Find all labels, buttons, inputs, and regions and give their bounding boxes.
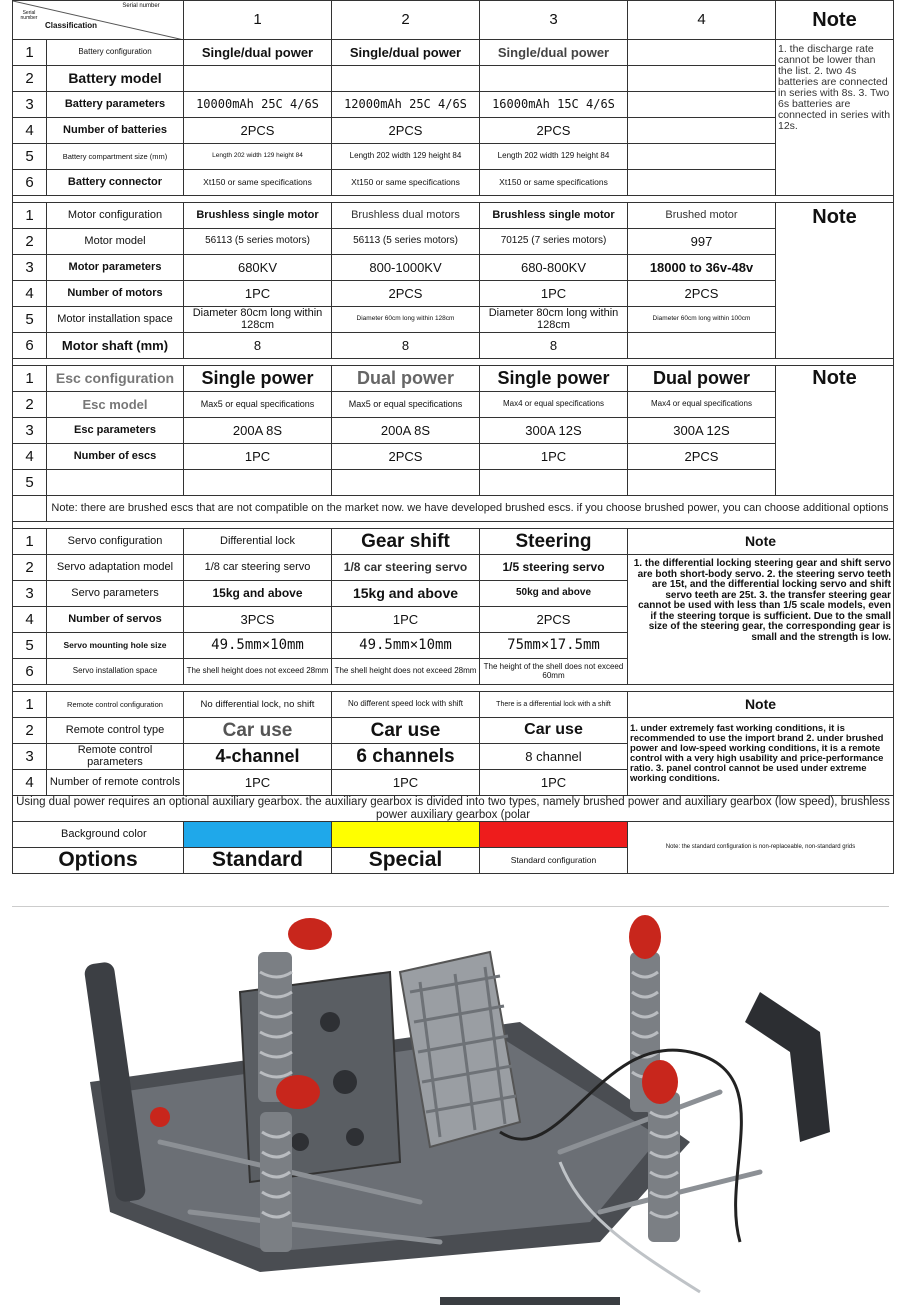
battery-row <box>13 118 894 144</box>
section-gap <box>13 522 894 529</box>
row-number: 3 <box>13 92 47 118</box>
cell: 997 <box>628 229 776 255</box>
remote-footnote-row <box>13 796 894 822</box>
cell: 49.5mm×10mm <box>332 633 480 659</box>
cell: Diameter 60cm long within 128cm <box>332 307 480 333</box>
cell: 2PCS <box>628 444 776 470</box>
row-number: 6 <box>13 659 47 685</box>
row-number: 1 <box>13 366 47 392</box>
row-number: 5 <box>13 633 47 659</box>
cell: 2PCS <box>628 281 776 307</box>
header-diagonal-cell <box>13 1 184 40</box>
row-number: 5 <box>13 307 47 333</box>
row-label: Motor model <box>47 229 184 255</box>
cell <box>628 92 776 118</box>
cell: 1/5 steering servo <box>480 555 628 581</box>
battery-row <box>13 66 894 92</box>
row-number: 3 <box>13 255 47 281</box>
cell: 3PCS <box>184 607 332 633</box>
cell: Diameter 60cm long within 100cm <box>628 307 776 333</box>
row-label: Battery configuration <box>47 40 184 66</box>
cell: Car use <box>332 718 480 744</box>
cell: 1PC <box>480 444 628 470</box>
cell: Xt150 or same specifications <box>184 170 332 196</box>
battery-row <box>13 92 894 118</box>
cell <box>628 118 776 144</box>
remote-footnote: Using dual power requires an optional auxiliary gearbox. the auxiliary gearbox is divided into two types, namely brushed power and auxiliary gearbox (low speed), brushless power auxiliary gearbox (polar <box>13 796 894 822</box>
motor-row <box>13 333 894 359</box>
cell: 10000mAh 25C 4/6S <box>184 92 332 118</box>
row-label: Battery connector <box>47 170 184 196</box>
cell: 12000mAh 25C 4/6S <box>332 92 480 118</box>
esc-note: Note <box>776 366 894 496</box>
serial-label: Serial number <box>122 3 160 9</box>
esc-row <box>13 392 894 418</box>
cell: Xt150 or same specifications <box>332 170 480 196</box>
row-label: Motor shaft (mm) <box>47 333 184 359</box>
row-number: 2 <box>13 718 47 744</box>
row-label: Remote control configuration <box>47 692 184 718</box>
battery-row <box>13 170 894 196</box>
row-number: 4 <box>13 770 47 796</box>
cell <box>628 170 776 196</box>
battery-row <box>13 40 894 66</box>
option-standard-configuration: Standard configuration <box>480 848 628 874</box>
cell: No differential lock, no shift <box>184 692 332 718</box>
option-standard: Standard <box>184 848 332 874</box>
row-label: Servo adaptation model <box>47 555 184 581</box>
options-label: Options <box>13 848 184 874</box>
options-note: Note: the standard configuration is non-replaceable, non-standard grids <box>628 822 894 874</box>
cell: No different speed lock with shift <box>332 692 480 718</box>
cell: Single/dual power <box>480 40 628 66</box>
cell: Length 202 width 129 height 84 <box>480 144 628 170</box>
motor-row <box>13 281 894 307</box>
servo-row <box>13 529 894 555</box>
row-label: Remote control parameters <box>47 744 184 770</box>
esc-row <box>13 470 894 496</box>
cell: 2PCS <box>332 444 480 470</box>
cell <box>628 66 776 92</box>
cell: Length 202 width 129 height 84 <box>184 144 332 170</box>
column-1-header: 1 <box>184 1 332 40</box>
row-number: 3 <box>13 418 47 444</box>
cell: 1PC <box>184 770 332 796</box>
section-gap <box>13 685 894 692</box>
header-row <box>13 1 894 40</box>
cell <box>480 470 628 496</box>
cell: Single power <box>184 366 332 392</box>
cell <box>628 333 776 359</box>
cell: Brushless single motor <box>184 203 332 229</box>
cell: 800-1000KV <box>332 255 480 281</box>
cell: Dual power <box>628 366 776 392</box>
row-number: 2 <box>13 66 47 92</box>
swatch-yellow <box>332 822 480 848</box>
cell: Car use <box>480 718 628 744</box>
column-2-header: 2 <box>332 1 480 40</box>
cell: 8 <box>184 333 332 359</box>
cell: Brushless single motor <box>480 203 628 229</box>
esc-footnote-row <box>13 496 894 522</box>
cell: Max4 or equal specifications <box>480 392 628 418</box>
row-label: Esc configuration <box>47 366 184 392</box>
cell: 1PC <box>332 770 480 796</box>
cell: 1/8 car steering servo <box>332 555 480 581</box>
row-label: Battery parameters <box>47 92 184 118</box>
row-label: Servo parameters <box>47 581 184 607</box>
cell <box>184 470 332 496</box>
row-number: 6 <box>13 333 47 359</box>
cell: Gear shift <box>332 529 480 555</box>
cell: 75mm×17.5mm <box>480 633 628 659</box>
cell: Single/dual power <box>184 40 332 66</box>
remote-note-title: Note <box>628 692 894 718</box>
row-number: 1 <box>13 40 47 66</box>
cell: 8 channel <box>480 744 628 770</box>
cell: 15kg and above <box>332 581 480 607</box>
servo-row <box>13 555 894 581</box>
cell: Car use <box>184 718 332 744</box>
motor-row <box>13 255 894 281</box>
row-label: Servo mounting hole size <box>47 633 184 659</box>
note-header: Note <box>776 1 894 40</box>
cell: 2PCS <box>332 281 480 307</box>
row-label: Motor parameters <box>47 255 184 281</box>
row-number: 5 <box>13 470 47 496</box>
cell <box>184 66 332 92</box>
cell: 18000 to 36v-48v <box>628 255 776 281</box>
row-label: Number of remote controls <box>47 770 184 796</box>
battery-note: 1. the discharge rate cannot be lower than the list. 2. two 4s batteries are connected in series with 8s. 3. Two 6s batteries are connected in series with 12s. <box>776 40 894 196</box>
row-label: Number of escs <box>47 444 184 470</box>
cell: Max5 or equal specifications <box>184 392 332 418</box>
cell: The height of the shell does not exceed 60mm <box>480 659 628 685</box>
cell <box>628 470 776 496</box>
cell: 6 channels <box>332 744 480 770</box>
swatch-red <box>480 822 628 848</box>
motor-row <box>13 229 894 255</box>
servo-note: 1. the differential locking steering gear and shift servo are both short-body servo. 2. the steering servo teeth are 15t, and the differential locking servo and shift servo teeth are 25t. 3. the transfer steering gear cannot be used with less than 1/5 scale models, even if the steering torque is sufficient. Due to the small size of the steering gear, the corresponding gear is small and the strength is low. <box>628 555 894 685</box>
cell: 56113 (5 series motors) <box>332 229 480 255</box>
divider <box>12 906 889 907</box>
cell: Diameter 80cm long within 128cm <box>480 307 628 333</box>
cell: 1PC <box>332 607 480 633</box>
cell <box>332 470 480 496</box>
cell: 2PCS <box>184 118 332 144</box>
cell: 2PCS <box>480 118 628 144</box>
cell <box>480 66 628 92</box>
option-special: Special <box>332 848 480 874</box>
row-label: Battery compartment size (mm) <box>47 144 184 170</box>
row-number: 5 <box>13 144 47 170</box>
cell: 2PCS <box>480 607 628 633</box>
row-label: Number of batteries <box>47 118 184 144</box>
classification-label: Classification <box>45 21 98 30</box>
row-label: Motor installation space <box>47 307 184 333</box>
remote-note: 1. under extremely fast working conditions, it is recommended to use the import brand 2. under brushed power and low-speed working conditions, it is a remote control with a very high usability and price-performance ratio. 3. panel control cannot be used under extreme working conditions. <box>628 718 894 796</box>
esc-row <box>13 366 894 392</box>
spec-table <box>12 0 894 874</box>
serial-label-small: Serial number <box>20 10 38 22</box>
row-number: 3 <box>13 744 47 770</box>
cell: 50kg and above <box>480 581 628 607</box>
cell: The shell height does not exceed 28mm <box>332 659 480 685</box>
cell: 4-channel <box>184 744 332 770</box>
cell: Single power <box>480 366 628 392</box>
cell: 70125 (7 series motors) <box>480 229 628 255</box>
battery-row <box>13 144 894 170</box>
row-label: Motor configuration <box>47 203 184 229</box>
motor-row <box>13 307 894 333</box>
cell: 300A 12S <box>628 418 776 444</box>
row-label: Number of servos <box>47 607 184 633</box>
cell: There is a differential lock with a shift <box>480 692 628 718</box>
column-4-header: 4 <box>628 1 776 40</box>
row-label: Servo installation space <box>47 659 184 685</box>
background-color-row <box>13 822 894 848</box>
cell: 200A 8S <box>332 418 480 444</box>
cell: 8 <box>332 333 480 359</box>
cell: Max5 or equal specifications <box>332 392 480 418</box>
row-number: 2 <box>13 229 47 255</box>
cell: 15kg and above <box>184 581 332 607</box>
cell: 1PC <box>184 281 332 307</box>
row-number: 1 <box>13 529 47 555</box>
cell: 300A 12S <box>480 418 628 444</box>
cell: 1PC <box>480 770 628 796</box>
cell: 200A 8S <box>184 418 332 444</box>
row-label <box>47 470 184 496</box>
cell: 56113 (5 series motors) <box>184 229 332 255</box>
row-number: 2 <box>13 392 47 418</box>
cell <box>628 40 776 66</box>
esc-footnote: Note: there are brushed escs that are not compatible on the market now. we have developed brushed escs. if you choose brushed power, you can choose additional options <box>47 496 894 522</box>
spec-sheet <box>12 0 889 874</box>
row-number: 4 <box>13 118 47 144</box>
cell: Max4 or equal specifications <box>628 392 776 418</box>
remote-row <box>13 718 894 744</box>
cell: Brushless dual motors <box>332 203 480 229</box>
row-label: Remote control type <box>47 718 184 744</box>
cell: Brushed motor <box>628 203 776 229</box>
cell: Steering <box>480 529 628 555</box>
row-number: 4 <box>13 281 47 307</box>
cell: The shell height does not exceed 28mm <box>184 659 332 685</box>
cell: 1/8 car steering servo <box>184 555 332 581</box>
row-label: Battery model <box>47 66 184 92</box>
cell <box>332 66 480 92</box>
motor-row <box>13 203 894 229</box>
esc-row <box>13 418 894 444</box>
remote-row <box>13 692 894 718</box>
cell: 16000mAh 15C 4/6S <box>480 92 628 118</box>
cell: 49.5mm×10mm <box>184 633 332 659</box>
background-color-label: Background color <box>13 822 184 848</box>
cell: 1PC <box>480 281 628 307</box>
cell: 8 <box>480 333 628 359</box>
section-gap <box>13 196 894 203</box>
swatch-blue <box>184 822 332 848</box>
cell: Length 202 width 129 height 84 <box>332 144 480 170</box>
cell: Dual power <box>332 366 480 392</box>
cell: Diameter 80cm long within 128cm <box>184 307 332 333</box>
row-number: 4 <box>13 444 47 470</box>
section-gap <box>13 359 894 366</box>
row-label: Esc model <box>47 392 184 418</box>
esc-row <box>13 444 894 470</box>
cell: 1PC <box>184 444 332 470</box>
rc-car-chassis-photo <box>0 912 900 1313</box>
cell: Xt150 or same specifications <box>480 170 628 196</box>
cell: Differential lock <box>184 529 332 555</box>
row-number: 4 <box>13 607 47 633</box>
row-number: 2 <box>13 555 47 581</box>
row-number: 1 <box>13 203 47 229</box>
cell: 2PCS <box>332 118 480 144</box>
cell: 680KV <box>184 255 332 281</box>
cell <box>628 144 776 170</box>
cell: 680-800KV <box>480 255 628 281</box>
row-label: Servo configuration <box>47 529 184 555</box>
cell: Single/dual power <box>332 40 480 66</box>
row-label: Esc parameters <box>47 418 184 444</box>
row-number: 6 <box>13 170 47 196</box>
column-3-header: 3 <box>480 1 628 40</box>
row-number: 3 <box>13 581 47 607</box>
servo-note-title: Note <box>628 529 894 555</box>
motor-note: Note <box>776 203 894 359</box>
row-label: Number of motors <box>47 281 184 307</box>
row-number: 1 <box>13 692 47 718</box>
